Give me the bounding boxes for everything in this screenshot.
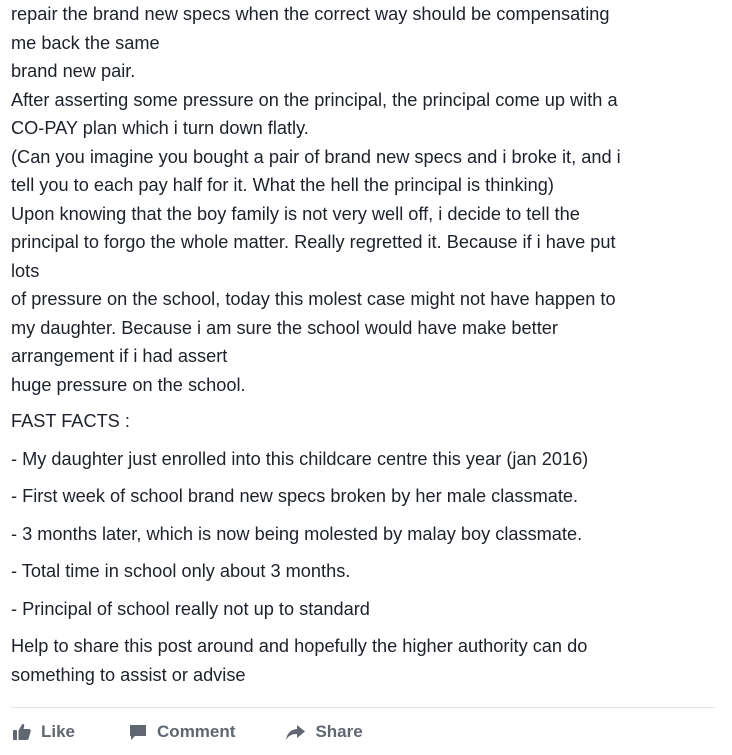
post-line: huge pressure on the school. [11, 374, 246, 395]
fast-fact-item: - Principal of school really not up to standard [11, 598, 370, 619]
post-line: my daughter. Because i am sure the school would have make better [11, 317, 558, 338]
share-button[interactable] [285, 721, 362, 743]
closing-line: something to assist or advise [11, 664, 246, 685]
share-arrow-icon [285, 721, 307, 743]
post-line: CO-PAY plan which i turn down flatly. [11, 118, 309, 138]
comment-bubble-icon [127, 721, 149, 743]
fast-facts-title: FAST FACTS : [11, 411, 130, 431]
post-line: principal to forgo the whole matter. Really regretted it. Because if i have put [11, 232, 616, 252]
fast-fact-item: - 3 months later, which is now being molested by malay boy classmate. [11, 523, 583, 544]
post-line: After asserting some pressure on the principal, the principal come up with a [11, 89, 618, 110]
comment-label: Comment [157, 722, 236, 741]
share-label: Share [315, 722, 363, 741]
post-line: Upon knowing that the boy family is not very well off, i decide to tell the [11, 203, 580, 224]
like-label: Like [41, 722, 76, 741]
post-body [11, 0, 723, 689]
post-line: arrangement if i had assert [11, 346, 228, 366]
fast-fact-item: - My daughter just enrolled into this childcare centre this year (jan 2016) [11, 448, 589, 469]
post-action-bar [11, 712, 711, 752]
post-line: tell you to each pay half for it. What the hell the principal is thinking) [11, 175, 554, 195]
post-line: brand new pair. [11, 61, 136, 81]
like-button[interactable] [11, 721, 75, 743]
comment-button[interactable] [127, 721, 235, 743]
post-line: repair the brand new specs when the correct way should be compensating [11, 4, 610, 24]
post-line: (Can you imagine you bought a pair of brand new specs and i broke it, and i [11, 146, 621, 167]
closing-line: Help to share this post around and hopefully the higher authority can do [11, 636, 588, 656]
post-line: lots [11, 260, 40, 281]
thumbs-up-icon [11, 721, 33, 743]
fast-fact-item: - First week of school brand new specs broken by her male classmate. [11, 486, 579, 506]
post-line: me back the same [11, 32, 160, 53]
action-bar-divider [11, 707, 715, 708]
fast-fact-item: - Total time in school only about 3 months. [11, 561, 351, 581]
post-line: of pressure on the school, today this molest case might not have happen to [11, 289, 616, 309]
